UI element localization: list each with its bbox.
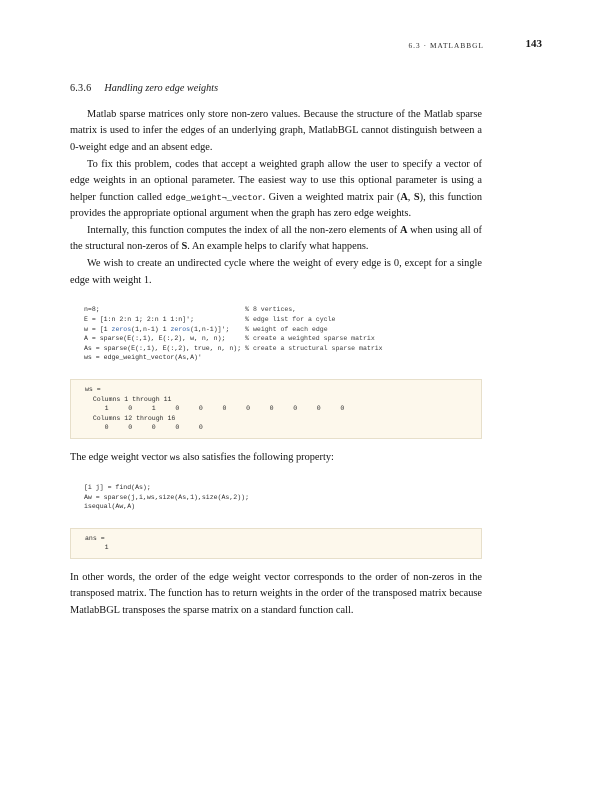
code-gap [225, 335, 245, 342]
code-comment: % edge list for a cycle [245, 316, 336, 324]
code-line [84, 325, 482, 335]
paragraph-2-text-b: . Given a weighted matrix pair ( [262, 191, 401, 203]
paragraph-4: We wish to create an undirected cycle where the weight of every edge is 0, except for a single edge with weight 1. [70, 258, 482, 286]
inline-code-vector: _vector [226, 192, 263, 203]
running-header-title: 6.3 · MATLABBGL [408, 41, 484, 50]
output-line: 1 [85, 544, 109, 552]
output-block-1 [70, 379, 482, 439]
paragraph-1: Matlab sparse matrices only store non-zero values. Because the structure of the Matlab sparse matrix is used to infer the edges of an underlying graph, MatlabBGL cannot distinguish between a 0-weight edge and an absent edge. [70, 109, 482, 153]
paragraph-2-text-c: ), this function provides the appropriate optional argument when the graph has zero edge weights. [70, 191, 483, 219]
paragraph-6-text-a: The edge weight vector [70, 452, 170, 463]
code-text: n=8; [84, 306, 100, 314]
code-comment: % 8 vertices, [245, 306, 297, 314]
output-block-2 [70, 528, 482, 559]
section-heading [70, 82, 482, 96]
code-text: As = sparse(E(:,1), E(:,2), true, n, n); [84, 344, 242, 352]
body-column [70, 82, 482, 620]
output-line: ans = [85, 534, 105, 542]
section-title: Handling zero edge weights [104, 83, 219, 94]
spacer [70, 559, 482, 570]
matrix-symbol-s-2: S [181, 241, 188, 253]
paragraph-2-comma: , [407, 191, 414, 203]
code-gap [100, 306, 245, 313]
code-block-1 [70, 300, 482, 368]
code-line: Aw = sparse(j,i,ws,size(As,1),size(As,2)); [84, 493, 250, 501]
output-line: 0 0 0 0 0 [85, 424, 203, 432]
matrix-symbol-a-2: A [399, 224, 408, 236]
spacer [70, 439, 482, 450]
paragraph-2-text-a: To fix this problem, codes that accept a weighted graph allow the user to specify a vector of edge weights in an optional parameter. The easiest way to use this optional parameter is using a helper function called [70, 158, 482, 203]
code-line: isequal(Aw,A) [84, 503, 136, 511]
spacer [70, 368, 482, 379]
code-keyword: zeros [111, 325, 132, 333]
output-line: ws = [85, 386, 101, 394]
code-text: A = sparse(E(:,1), E(:,2), w, n, n); [84, 335, 226, 343]
paragraph-3 [70, 223, 482, 256]
code-text: w = [1 zeros(1,n-1) 1 zeros(1,n-1)]'; [84, 325, 230, 333]
output-line: 1 0 1 0 0 0 0 0 0 0 0 [85, 405, 345, 413]
code-line [84, 353, 482, 363]
code-comment: % create a weighted sparse matrix [245, 335, 375, 343]
code-gap [229, 326, 245, 333]
code-text: E = [1:n 2:n 1; 2:n 1 1:n]'; [84, 316, 195, 324]
spacer [70, 467, 482, 478]
inline-code-edge-weight: edge_weight¬ [165, 192, 227, 203]
paragraph-3-text-b: when using all of the structural non-zeros of [70, 224, 482, 253]
code-line [84, 344, 482, 354]
code-text: ws = edge_weight_vector(As,A)' [84, 354, 202, 362]
paragraph-6-text-b: also satisfies the following property: [180, 452, 334, 463]
spacer [70, 289, 482, 300]
code-line: [i j] = find(As); [84, 483, 151, 491]
paragraph-2 [70, 157, 482, 223]
paragraph-6 [70, 450, 482, 466]
page-number: 143 [525, 38, 542, 50]
paragraph-3-text-c: . An example helps to clarify what happens. [187, 241, 369, 253]
code-keyword: zeros [170, 325, 191, 333]
code-block-2 [70, 478, 482, 517]
code-gap [194, 316, 245, 323]
paragraph-7: In other words, the order of the edge weight vector corresponds to the order of non-zeros in the transposed matrix. The function has to return weights in the order of the transposed matrix because MatlabBGL transposes the sparse matrix on a standard function call. [70, 571, 482, 616]
output-line: Columns 1 through 11 [85, 395, 172, 403]
section-number: 6.3.6 [70, 83, 92, 94]
matrix-symbol-a: A [400, 191, 408, 203]
code-line [84, 315, 482, 325]
code-line [84, 305, 482, 315]
paragraph-3-text-a: Internally, this function computes the index of all the non-zero elements of [87, 224, 400, 236]
running-header [70, 40, 542, 54]
code-comment: % weight of each edge [245, 325, 328, 333]
output-line: Columns 12 through 16 [85, 414, 176, 422]
code-line [84, 334, 482, 344]
matrix-symbol-s: S [413, 191, 420, 203]
spacer [70, 517, 482, 528]
inline-code-ws: ws [169, 453, 181, 463]
code-comment: % create a structural sparse matrix [245, 344, 383, 352]
